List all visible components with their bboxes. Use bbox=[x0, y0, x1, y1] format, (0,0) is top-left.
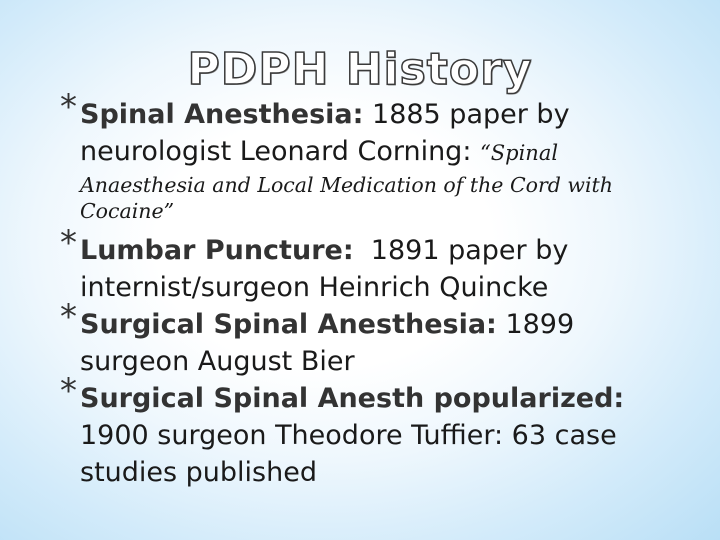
bullet-term: Surgical Spinal Anesth popularized: bbox=[80, 383, 625, 414]
bullet-term: Spinal Anesthesia: bbox=[80, 99, 364, 130]
citation-text: Cocaine” bbox=[80, 199, 175, 223]
bullet-line bbox=[80, 380, 700, 417]
bullet-text: neurologist Leonard Corning: bbox=[80, 136, 472, 167]
bullet-star-icon: * bbox=[60, 87, 77, 127]
bullet-item-lumbar-puncture bbox=[60, 223, 700, 306]
bullet-star-icon: * bbox=[60, 371, 77, 411]
slide-title: PDPH History bbox=[187, 44, 533, 95]
bullet-text: internist/surgeon Heinrich Quincke bbox=[80, 272, 549, 303]
bullet-line bbox=[80, 133, 700, 172]
bullet-text: surgeon August Bier bbox=[80, 346, 355, 377]
bullet-list bbox=[60, 87, 700, 491]
bullet-line bbox=[80, 96, 700, 133]
bullet-line bbox=[80, 232, 700, 269]
bullet-star-icon: * bbox=[60, 223, 77, 263]
bullet-text: 1899 bbox=[505, 309, 575, 340]
bullet-item-spinal-anesthesia bbox=[60, 87, 700, 224]
bullet-term: Surgical Spinal Anesthesia: bbox=[80, 309, 497, 340]
bullet-text: 1900 surgeon Theodore Tuffier: 63 case bbox=[80, 420, 617, 451]
bullet-item-surgical-spinal-anesth-popularized bbox=[60, 371, 700, 491]
bullet-text: 1885 paper by bbox=[372, 99, 570, 130]
bullet-line bbox=[80, 306, 700, 343]
bullet-term: Lumbar Puncture: bbox=[80, 235, 354, 266]
bullet-star-icon: * bbox=[60, 297, 77, 337]
bullet-item-surgical-spinal-anesthesia bbox=[60, 297, 700, 380]
citation-text: “Spinal bbox=[480, 141, 559, 165]
bullet-text: studies published bbox=[80, 457, 317, 488]
bullet-text: 1891 paper by bbox=[370, 235, 569, 266]
citation-text: Anaesthesia and Local Medication of the Cord with bbox=[80, 173, 613, 197]
